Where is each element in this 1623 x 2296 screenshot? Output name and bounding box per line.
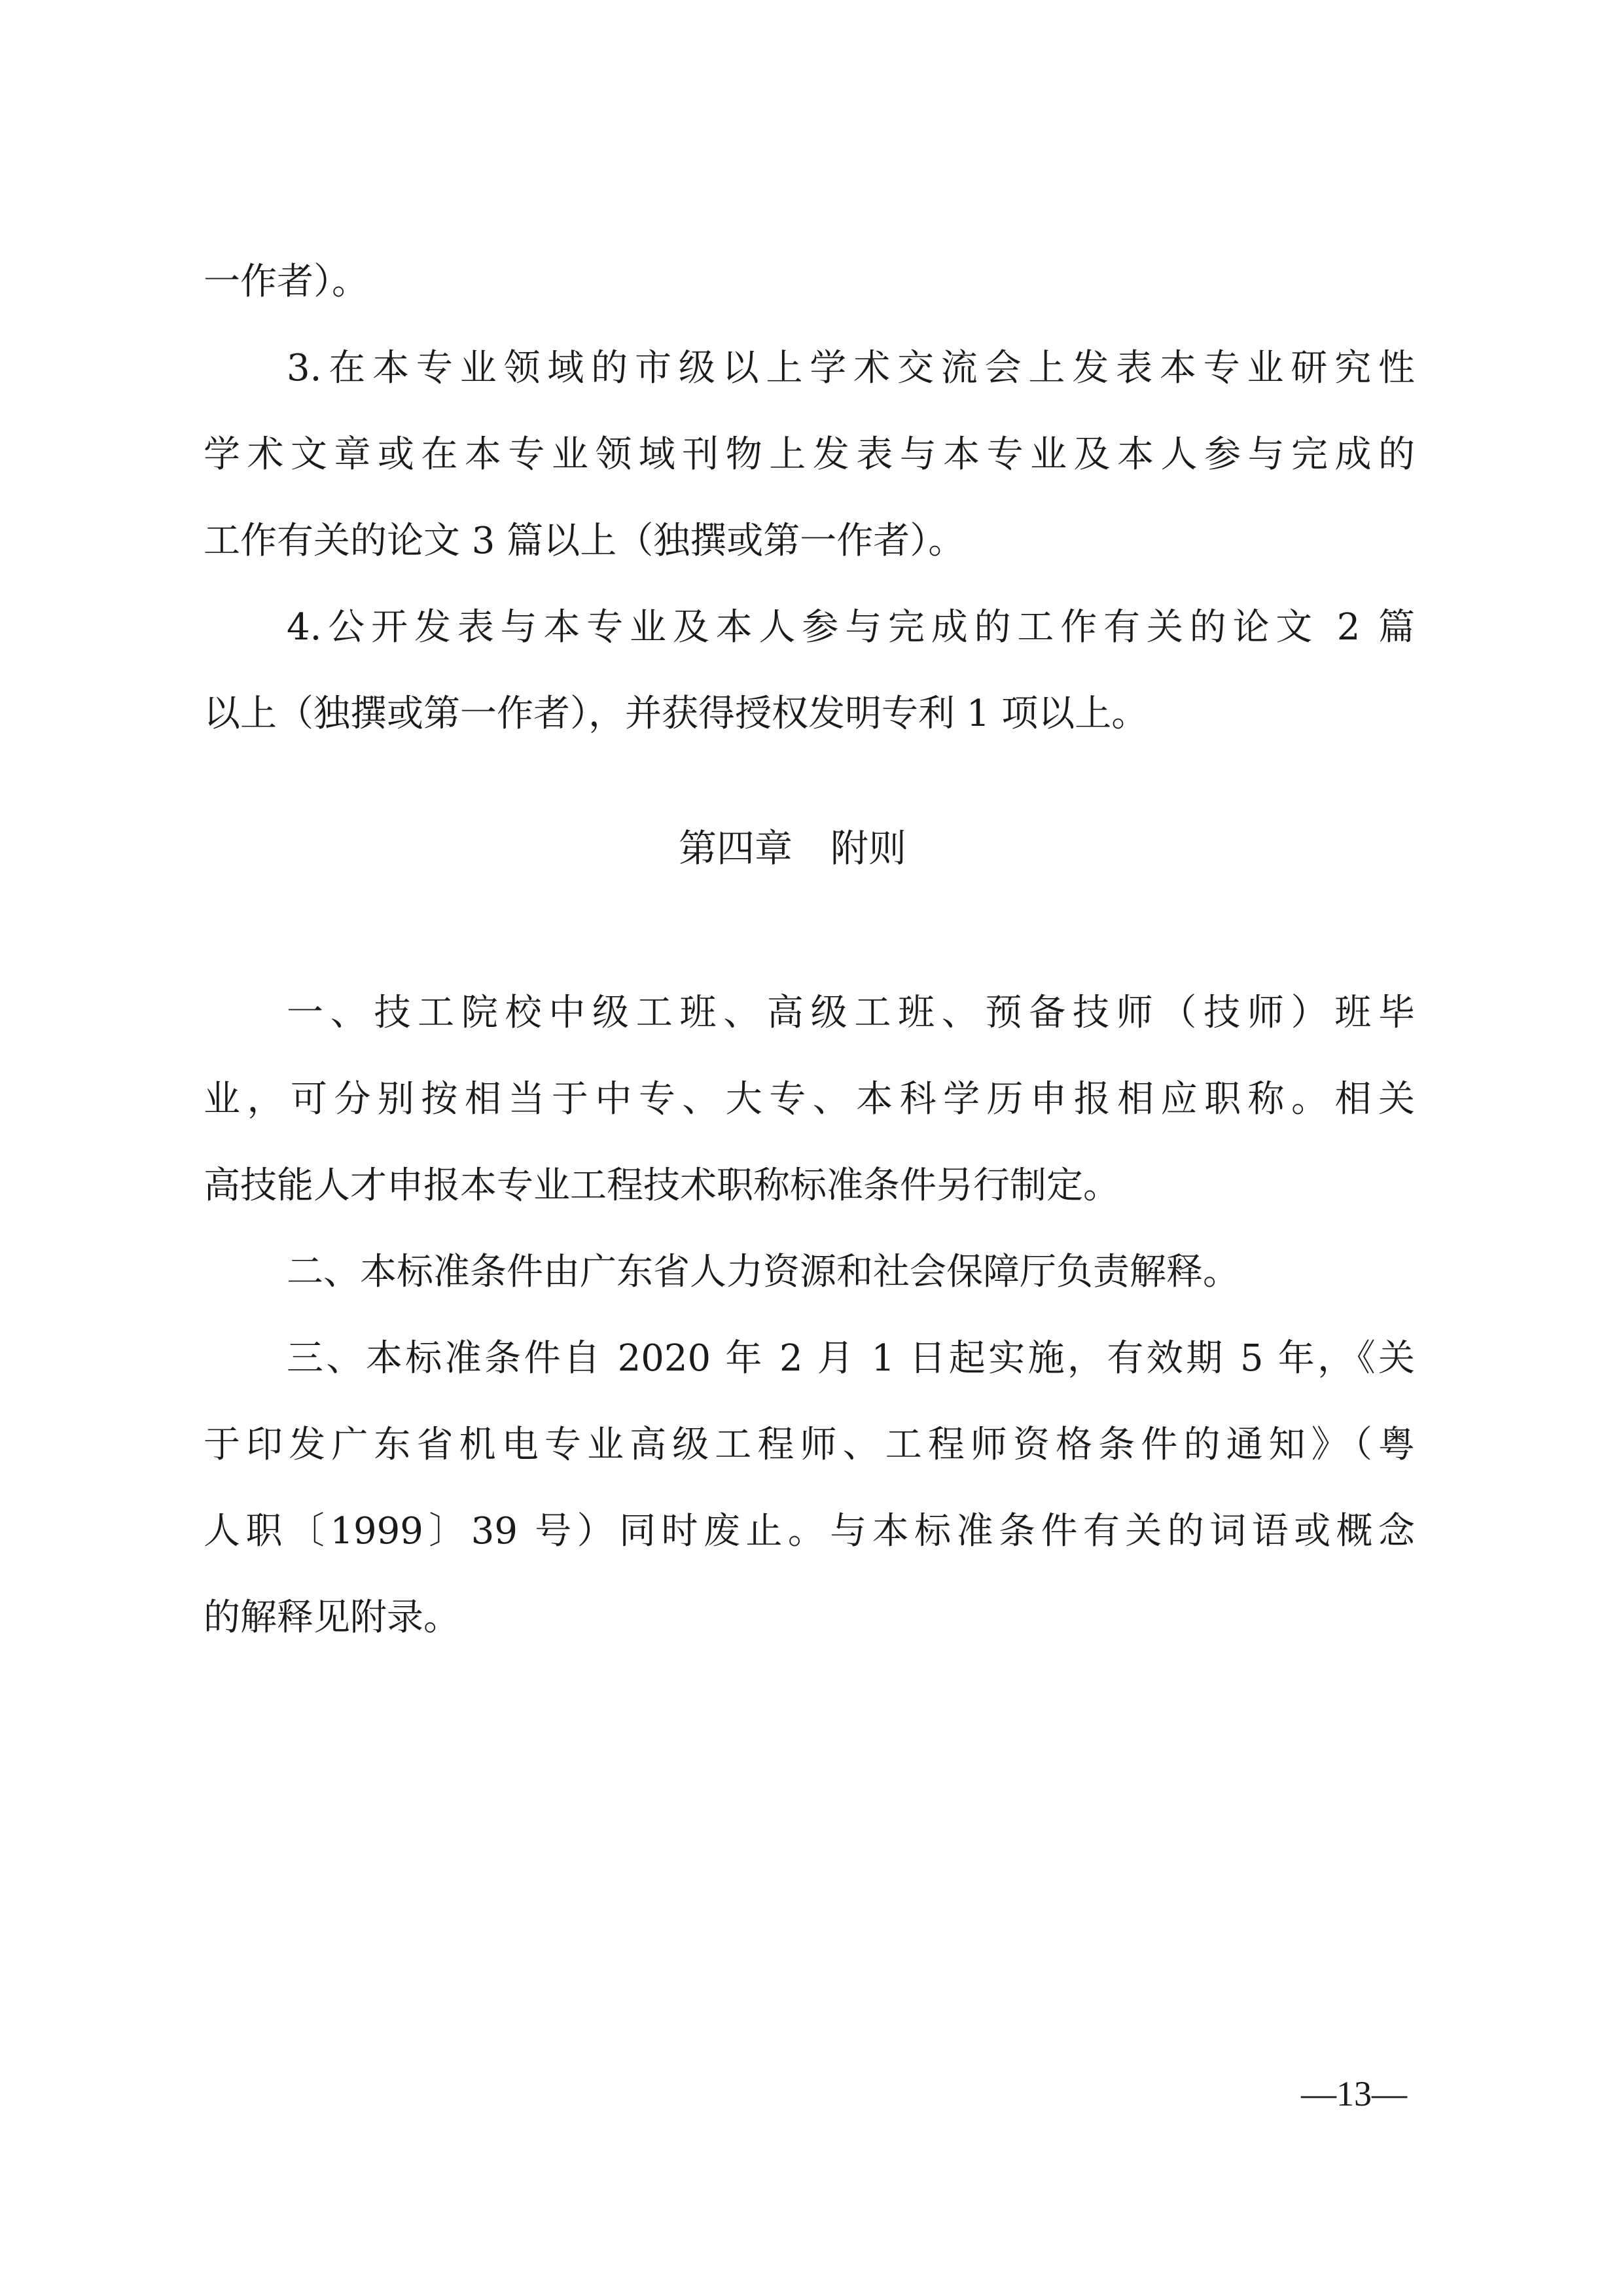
article-3-line: 于印发广东省机电专业高级工程师、工程师资格条件的通知》（粤 xyxy=(204,1424,1415,1466)
item-4-line: 4.公开发表与本专业及本人参与完成的工作有关的论文 2 篇 xyxy=(287,606,1415,649)
article-3-line: 三、本标准条件自 2020 年 2 月 1 日起实施，有效期 5 年，《关 xyxy=(287,1337,1415,1380)
item-3-line: 3.在本专业领域的市级以上学术交流会上发表本专业研究性 xyxy=(287,347,1415,389)
page-number: —13— xyxy=(1301,2074,1407,2113)
paragraph-continuation-line: 一作者）。 xyxy=(204,260,368,303)
chapter-heading: 第四章 附则 xyxy=(679,826,907,870)
article-1-line: 业，可分别按相当于中专、大专、本科学历申报相应职称。相关 xyxy=(204,1078,1415,1121)
article-1-line: 高技能人才申报本专业工程技术职称标准条件另行制定。 xyxy=(204,1164,1120,1207)
item-3-line: 学术文章或在本专业领域刊物上发表与本专业及本人参与完成的 xyxy=(204,433,1415,476)
article-2-line: 二、本标准条件由广东省人力资源和社会保障厅负责解释。 xyxy=(287,1251,1240,1293)
article-1-line: 一、技工院校中级工班、高级工班、预备技师（技师）班毕 xyxy=(287,992,1415,1034)
article-3-line: 的解释见附录。 xyxy=(204,1596,460,1639)
article-3-line: 人职〔1999〕39 号）同时废止。与本标准条件有关的词语或概念 xyxy=(204,1510,1415,1552)
item-3-line: 工作有关的论文 3 篇以上（独撰或第一作者）。 xyxy=(204,520,965,562)
item-4-line: 以上（独撰或第一作者），并获得授权发明专利 1 项以上。 xyxy=(204,692,1149,735)
